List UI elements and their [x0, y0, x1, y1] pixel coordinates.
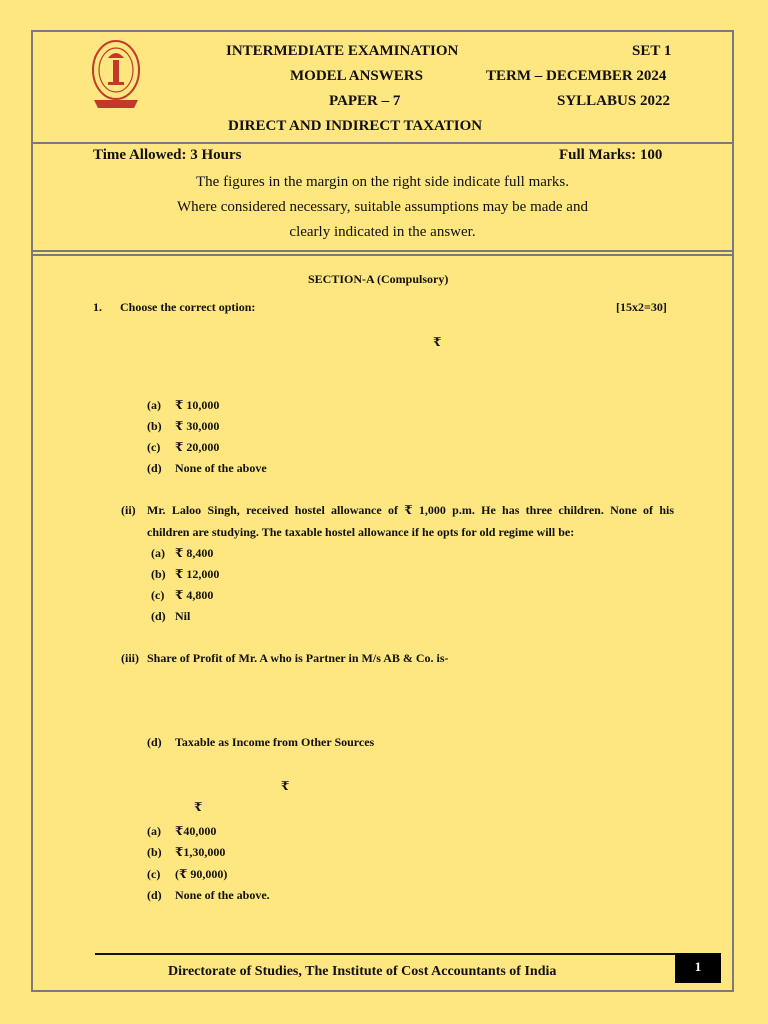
q2-option-d-text: Nil [175, 609, 191, 623]
header-divider [31, 142, 734, 144]
q4-option-b-text: ₹1,30,000 [175, 845, 226, 859]
question-text: Choose the correct option: [120, 300, 256, 314]
info-divider-bottom [31, 254, 734, 256]
q4-option-c-text: (₹ 90,000) [175, 867, 228, 881]
set-label: SET 1 [632, 43, 672, 59]
q3-number: (iii) [121, 651, 139, 665]
instruction-line-1: The figures in the margin on the right side indicate full marks. [196, 174, 569, 190]
q4-option-c-label: (c) [147, 867, 161, 881]
full-marks: Full Marks: 100 [559, 147, 663, 163]
question-marks: [15x2=30] [616, 300, 667, 314]
q1-option-c-text: ₹ 20,000 [175, 440, 220, 454]
q1-option-a-text: ₹ 10,000 [175, 398, 220, 412]
q4-option-d-label: (d) [147, 888, 162, 902]
instruction-line-3: clearly indicated in the answer. [289, 224, 476, 240]
q4-option-d-text: None of the above. [175, 888, 270, 902]
q1-option-b-label: (b) [147, 419, 162, 433]
info-divider-top [31, 250, 734, 252]
q2-option-b-label: (b) [151, 567, 166, 581]
exam-title: INTERMEDIATE EXAMINATION [226, 43, 459, 59]
section-title: SECTION-A (Compulsory) [308, 272, 449, 286]
rupee-symbol-2: ₹ [281, 779, 290, 793]
subject-title: DIRECT AND INDIRECT TAXATION [228, 118, 483, 134]
question-number: 1. [93, 300, 102, 314]
q1-option-d-text: None of the above [175, 461, 267, 475]
q4-option-b-label: (b) [147, 845, 162, 859]
q1-option-a-label: (a) [147, 398, 161, 412]
q3-option-d-text: Taxable as Income from Other Sources [175, 735, 375, 749]
term-label: TERM – DECEMBER 2024 [486, 68, 667, 84]
syllabus-label: SYLLABUS 2022 [557, 93, 670, 109]
time-allowed: Time Allowed: 3 Hours [93, 147, 242, 163]
rupee-symbol: ₹ [433, 335, 442, 349]
q1-option-d-label: (d) [147, 461, 162, 475]
q2-option-a-text: ₹ 8,400 [175, 546, 214, 560]
q2-text-line-1: Mr. Laloo Singh, received hostel allowance of ₹ 1,000 p.m. He has three children. None of his [147, 503, 674, 517]
model-answers-label: MODEL ANSWERS [290, 68, 423, 84]
q2-option-b-text: ₹ 12,000 [175, 567, 220, 581]
q2-option-a-label: (a) [151, 546, 165, 560]
institute-logo-icon [90, 38, 142, 114]
page-number: 1 [675, 953, 721, 983]
q2-option-c-label: (c) [151, 588, 165, 602]
footer-rule [95, 953, 675, 955]
q2-text-line-2: children are studying. The taxable hostel allowance if he opts for old regime will be: [147, 525, 575, 539]
q4-option-a-label: (a) [147, 824, 161, 838]
q3-option-d-label: (d) [147, 735, 162, 749]
q1-option-b-text: ₹ 30,000 [175, 419, 220, 433]
q2-option-c-text: ₹ 4,800 [175, 588, 214, 602]
paper-label: PAPER – 7 [329, 93, 401, 109]
instruction-line-2: Where considered necessary, suitable assumptions may be made and [177, 199, 588, 215]
q4-option-a-text: ₹40,000 [175, 824, 217, 838]
q2-number: (ii) [121, 503, 136, 517]
footer-text: Directorate of Studies, The Institute of Cost Accountants of India [168, 964, 557, 979]
rupee-symbol-3: ₹ [194, 800, 203, 814]
q1-option-c-label: (c) [147, 440, 161, 454]
q3-text: Share of Profit of Mr. A who is Partner in M/s AB & Co. is- [147, 651, 449, 665]
q2-option-d-label: (d) [151, 609, 166, 623]
